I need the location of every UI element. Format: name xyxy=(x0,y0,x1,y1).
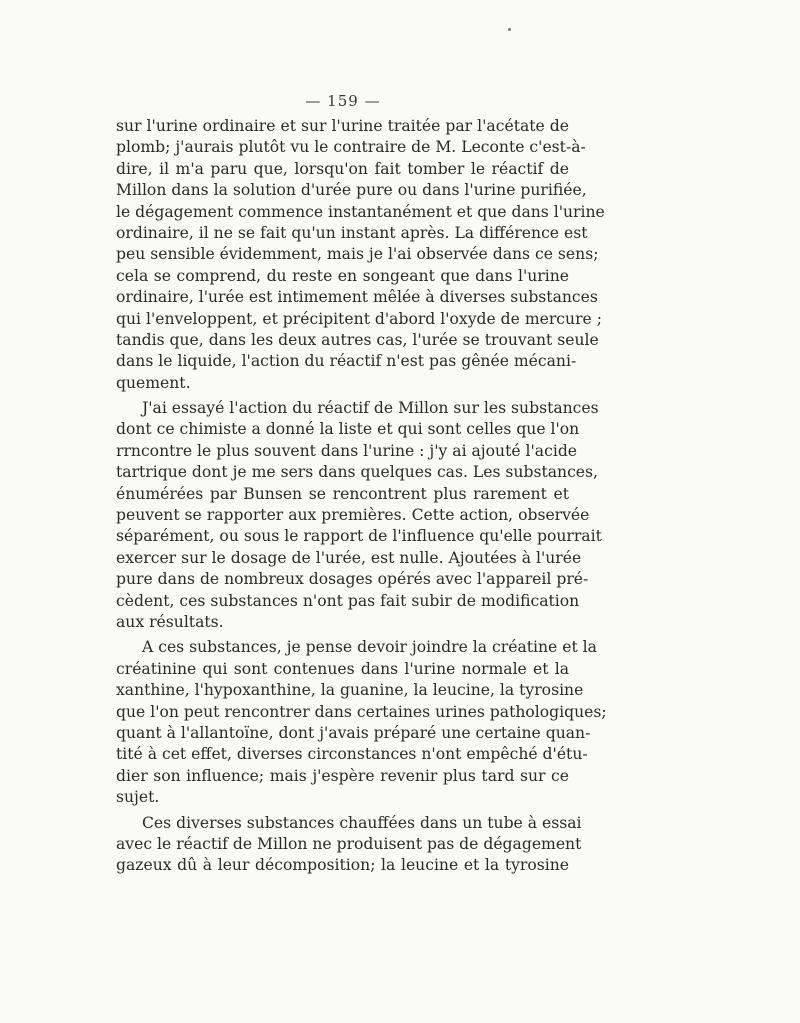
text-line: gazeux dû à leur décomposition; la leucine et la tyrosine xyxy=(116,856,569,875)
text-line: sujet. xyxy=(116,788,160,807)
text-line: xanthine, l'hypoxanthine, la guanine, la leucine, la tyrosine xyxy=(116,681,584,700)
text-line: tité à cet effet, diverses circonstances n'ont empêché d'étu- xyxy=(116,745,588,764)
dust-speck xyxy=(508,28,511,31)
text-line: dire, il m'a paru que, lorsqu'on fait tomber le réactif de xyxy=(116,159,569,178)
paragraph-2 xyxy=(116,398,602,633)
text-line: plomb; j'aurais plutôt vu le contraire de M. Leconte c'est-à- xyxy=(116,138,586,157)
text-line: exercer sur le dosage de l'urée, est nulle. Ajoutées à l'urée xyxy=(116,548,582,567)
text-line: peuvent se rapporter aux premières. Cette action, observée xyxy=(116,506,590,525)
text-line: rrncontre le plus souvent dans l'urine : j'y ai ajouté l'acide xyxy=(116,441,578,460)
text-line: tartrique dont je me sers dans quelques cas. Les substances, xyxy=(116,463,598,482)
text-line: sur l'urine ordinaire et sur l'urine traitée par l'acétate de xyxy=(116,117,569,135)
text-line: J'ai essayé l'action du réactif de Millon sur les substances xyxy=(142,399,599,418)
text-line: peu sensible évidemment, mais je l'ai observée dans ce sens; xyxy=(116,245,599,264)
text-line: énumérées par Bunsen se rencontrent plus rarement et xyxy=(116,484,569,503)
text-line: A ces substances, je pense devoir joindre la créatine et la xyxy=(142,638,597,657)
text-line: le dégagement commence instantanément et que dans l'urine xyxy=(116,202,605,221)
body-text xyxy=(116,116,607,877)
text-line: avec le réactif de Millon ne produisent pas de dégagement xyxy=(116,834,582,853)
paragraph-1 xyxy=(116,116,605,394)
text-line: tandis que, dans les deux autres cas, l'urée se trouvant seule xyxy=(116,330,599,349)
text-line: dier son influence; mais j'espère revenir plus tard sur ce xyxy=(116,766,569,785)
page-number: — 159 — xyxy=(305,92,381,110)
text-line: Ces diverses substances chauffées dans un tube à essai xyxy=(142,813,582,832)
text-line: dont ce chimiste a donné la liste et qui sont celles que l'on xyxy=(116,420,580,439)
text-line: Millon dans la solution d'urée pure ou dans l'urine purifiée, xyxy=(116,181,587,200)
paragraph-4 xyxy=(116,813,582,877)
text-line: cèdent, ces substances n'ont pas fait subir de modification xyxy=(116,591,580,610)
text-line: créatinine qui sont contenues dans l'urine normale et la xyxy=(116,659,569,678)
paragraph-3 xyxy=(116,637,607,808)
text-line: ordinaire, il ne se fait qu'un instant après. La différence est xyxy=(116,223,588,242)
text-line: que l'on peut rencontrer dans certaines urines pathologiques; xyxy=(116,702,607,721)
text-line: cela se comprend, du reste en songeant que dans l'urine xyxy=(116,266,569,285)
text-line: séparément, ou sous le rapport de l'influence qu'elle pourrait xyxy=(116,527,602,546)
text-line: dans le liquide, l'action du réactif n'est pas gênée mécani- xyxy=(116,352,577,371)
text-line: quement. xyxy=(116,373,191,392)
text-line: aux résultats. xyxy=(116,612,224,631)
text-line: qui l'enveloppent, et précipitent d'abord l'oxyde de mercure ; xyxy=(116,309,602,328)
text-line: ordinaire, l'urée est intimement mêlée à diverses substances xyxy=(116,288,598,307)
text-line: quant à l'allantoïne, dont j'avais préparé une certaine quan- xyxy=(116,723,591,742)
text-line: pure dans de nombreux dosages opérés avec l'appareil pré- xyxy=(116,570,589,589)
